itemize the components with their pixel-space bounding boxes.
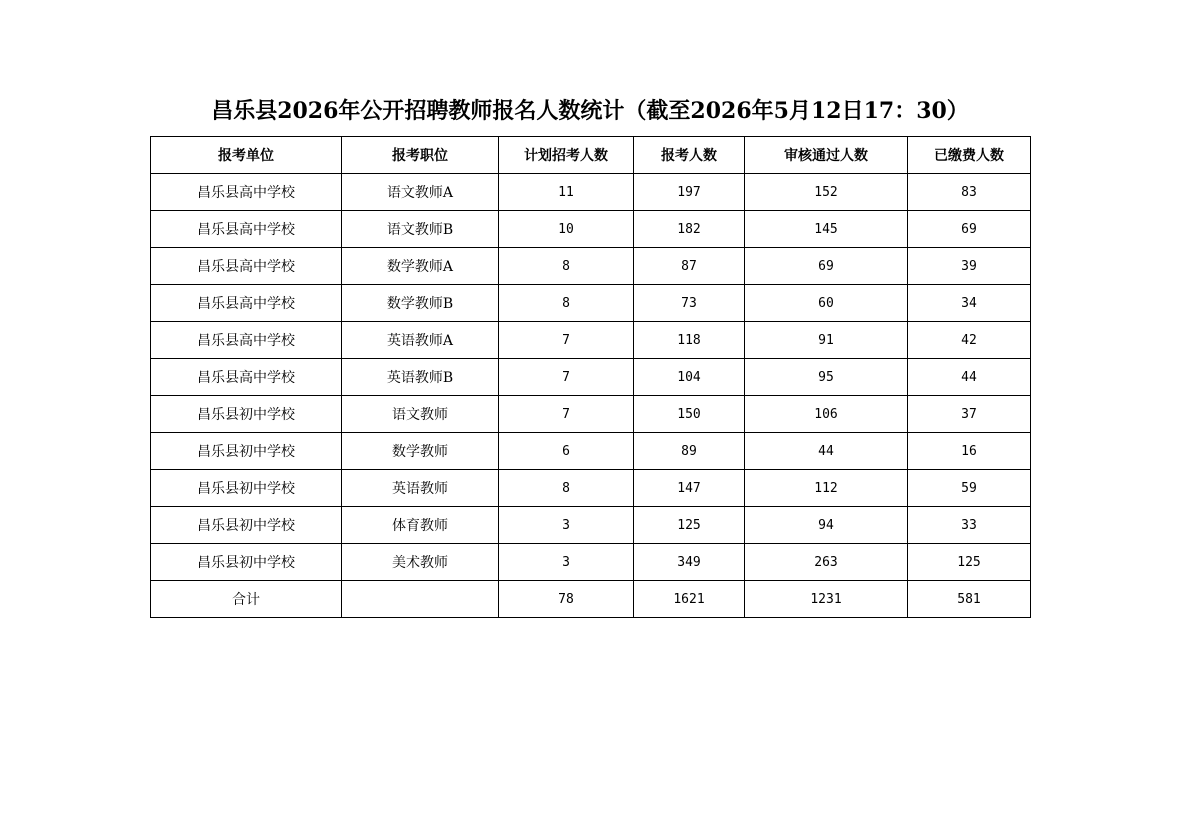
table-header-row [151, 137, 1031, 174]
table-row [151, 507, 1031, 544]
cell-applied: 87 [634, 248, 745, 285]
cell-total-plan: 78 [499, 581, 634, 618]
cell-position: 美术教师 [342, 544, 499, 581]
cell-position: 英语教师 [342, 470, 499, 507]
cell-paid: 59 [908, 470, 1031, 507]
cell-approved: 91 [745, 322, 908, 359]
table-row [151, 285, 1031, 322]
cell-applied: 89 [634, 433, 745, 470]
cell-paid: 33 [908, 507, 1031, 544]
cell-applied: 104 [634, 359, 745, 396]
cell-plan: 6 [499, 433, 634, 470]
header-unit: 报考单位 [151, 137, 342, 174]
table-row [151, 248, 1031, 285]
cell-applied: 197 [634, 174, 745, 211]
cell-total-paid: 581 [908, 581, 1031, 618]
cell-unit: 昌乐县初中学校 [151, 470, 342, 507]
header-plan: 计划招考人数 [499, 137, 634, 174]
cell-unit: 昌乐县初中学校 [151, 396, 342, 433]
cell-applied: 150 [634, 396, 745, 433]
cell-plan: 3 [499, 544, 634, 581]
cell-unit: 昌乐县高中学校 [151, 322, 342, 359]
cell-approved: 112 [745, 470, 908, 507]
header-approved: 审核通过人数 [745, 137, 908, 174]
table-row [151, 433, 1031, 470]
table-total-row [151, 581, 1031, 618]
cell-unit: 昌乐县高中学校 [151, 211, 342, 248]
cell-applied: 125 [634, 507, 745, 544]
cell-approved: 145 [745, 211, 908, 248]
cell-total-applied: 1621 [634, 581, 745, 618]
cell-plan: 11 [499, 174, 634, 211]
cell-plan: 8 [499, 470, 634, 507]
cell-unit: 昌乐县初中学校 [151, 433, 342, 470]
cell-paid: 69 [908, 211, 1031, 248]
header-paid: 已缴费人数 [908, 137, 1031, 174]
table-row [151, 396, 1031, 433]
cell-unit: 昌乐县高中学校 [151, 359, 342, 396]
cell-unit: 昌乐县初中学校 [151, 507, 342, 544]
cell-approved: 152 [745, 174, 908, 211]
cell-unit: 昌乐县高中学校 [151, 285, 342, 322]
registration-stats-table [150, 136, 1031, 618]
cell-position: 语文教师 [342, 396, 499, 433]
cell-paid: 44 [908, 359, 1031, 396]
cell-unit: 昌乐县初中学校 [151, 544, 342, 581]
cell-approved: 95 [745, 359, 908, 396]
cell-paid: 39 [908, 248, 1031, 285]
cell-applied: 147 [634, 470, 745, 507]
cell-paid: 37 [908, 396, 1031, 433]
cell-applied: 349 [634, 544, 745, 581]
cell-approved: 263 [745, 544, 908, 581]
cell-approved: 106 [745, 396, 908, 433]
cell-unit: 昌乐县高中学校 [151, 248, 342, 285]
cell-total-approved: 1231 [745, 581, 908, 618]
cell-applied: 118 [634, 322, 745, 359]
cell-approved: 94 [745, 507, 908, 544]
cell-unit: 昌乐县高中学校 [151, 174, 342, 211]
cell-position: 数学教师A [342, 248, 499, 285]
table-row [151, 470, 1031, 507]
cell-paid: 34 [908, 285, 1031, 322]
cell-plan: 7 [499, 359, 634, 396]
cell-plan: 8 [499, 248, 634, 285]
cell-position: 英语教师A [342, 322, 499, 359]
cell-paid: 16 [908, 433, 1031, 470]
cell-total-label: 合计 [151, 581, 342, 618]
cell-applied: 182 [634, 211, 745, 248]
cell-approved: 69 [745, 248, 908, 285]
cell-plan: 10 [499, 211, 634, 248]
cell-position: 数学教师B [342, 285, 499, 322]
cell-position: 体育教师 [342, 507, 499, 544]
cell-paid: 125 [908, 544, 1031, 581]
cell-plan: 7 [499, 396, 634, 433]
cell-position: 语文教师A [342, 174, 499, 211]
cell-applied: 73 [634, 285, 745, 322]
table-row [151, 544, 1031, 581]
table-row [151, 359, 1031, 396]
cell-plan: 3 [499, 507, 634, 544]
cell-position: 数学教师 [342, 433, 499, 470]
cell-position: 语文教师B [342, 211, 499, 248]
cell-paid: 83 [908, 174, 1031, 211]
cell-plan: 7 [499, 322, 634, 359]
page-title: 昌乐县2026年公开招聘教师报名人数统计（截至2026年5月12日17：30） [211, 98, 969, 124]
header-position: 报考职位 [342, 137, 499, 174]
table-row [151, 174, 1031, 211]
cell-approved: 44 [745, 433, 908, 470]
cell-paid: 42 [908, 322, 1031, 359]
table-row [151, 322, 1031, 359]
cell-approved: 60 [745, 285, 908, 322]
cell-position: 英语教师B [342, 359, 499, 396]
header-applied: 报考人数 [634, 137, 745, 174]
cell-total-position [342, 581, 499, 618]
table-row [151, 211, 1031, 248]
cell-plan: 8 [499, 285, 634, 322]
